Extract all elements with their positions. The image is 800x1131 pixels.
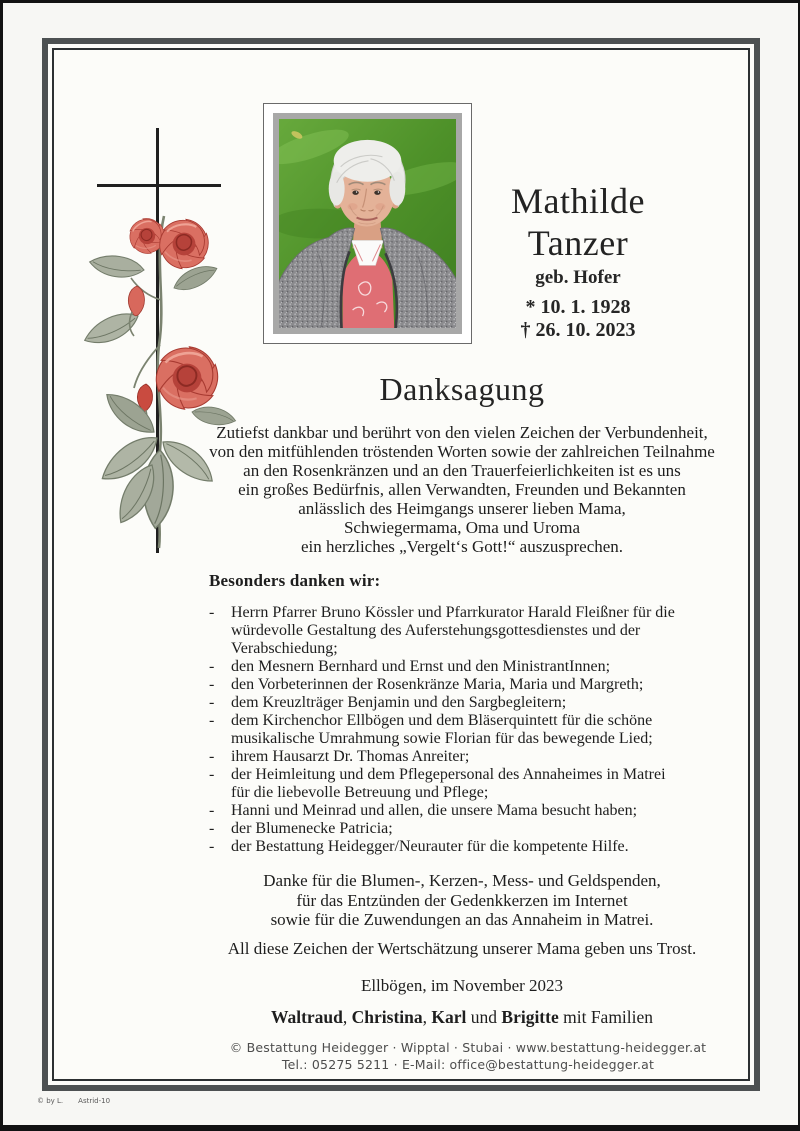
thanks-item: - Hanni und Meinrad und allen, die unsere Mama besucht haben;: [209, 802, 638, 819]
print-marks: [37, 1097, 110, 1105]
intro-line: Schwiegermama, Oma und Uroma: [343, 518, 581, 537]
funeral-home-footer: [170, 1039, 766, 1073]
thanks-item: - der Bestattung Heidegger/Neurauter für die kompetente Hilfe.: [209, 838, 629, 855]
donation-paragraph: Danke für die Blumen-, Kerzen-, Mess- und Geldspenden, für das Entzünden der Gedenkkerzen im Internet sowie für die Zuwendungen an das Annaheim in Matrei.: [263, 871, 661, 929]
family-name: Waltraud: [270, 1006, 343, 1027]
scan-edge-bottom: [0, 1125, 800, 1131]
thanks-item: - dem Kirchenchor Ellbögen und dem Bläserquintett für die schöne musikalische Umrahmung sowie Florian für das bewegende Lied;: [209, 712, 653, 747]
dash-bullet: -: [209, 820, 215, 837]
thanks-item: - der Heimleitung und dem Pflegepersonal des Annaheimes in Matrei für die liebevolle Betreuung und Pflege;: [209, 766, 666, 801]
dash-bullet: -: [209, 694, 215, 711]
thanks-item: - Herrn Pfarrer Bruno Kössler und Pfarrkurator Harald Fleißner für die würdevolle Gestaltung des Auferstehungsgottesdienstes und der Verabschiedung;: [209, 604, 675, 657]
intro-line: ein großes Bedürfnis, allen Verwandten, Freunden und Bekannten: [238, 480, 686, 499]
portrait-illustration: [279, 119, 456, 328]
dash-bullet: -: [209, 748, 215, 765]
thanks-item: - den Mesnern Bernhard und Ernst und den MinistrantInnen;: [209, 658, 611, 675]
family-signature: Waltraud, Christina, Karl und Brigitte mit Familien: [270, 1006, 654, 1027]
dash-bullet: -: [209, 712, 215, 729]
birth-date: * 10. 1. 1928: [525, 296, 631, 318]
print-code: Astrid-10: [78, 1097, 111, 1105]
portrait-photo: [273, 113, 462, 334]
intro-line: an den Rosenkränzen und an den Trauerfeierlichkeiten ist es uns: [243, 461, 681, 480]
dash-bullet: -: [209, 676, 215, 693]
rose-bud-mid: [128, 286, 144, 336]
footer-line2: Tel.: 05275 5211 · E-Mail: office@bestattung-heidegger.at: [281, 1057, 655, 1072]
scan-edge-left: [0, 0, 3, 1131]
dash-bullet: -: [209, 838, 215, 855]
trost-line: All diese Zeichen der Wertschätzung unserer Mama geben uns Trost.: [227, 938, 697, 958]
intro-line: ein herzliches „Vergelt‘s Gott!“ auszusprechen.: [300, 537, 624, 556]
death-date: † 26. 10. 2023: [520, 319, 636, 341]
deceased-last-name: Tanzer: [527, 223, 629, 263]
deceased-name-block: [438, 180, 718, 342]
intro-line: von den mitfühlenden tröstenden Worten sowie der zahlreichen Teilnahme: [209, 442, 715, 461]
intro-paragraph: [172, 423, 752, 556]
place-date: Ellbögen, im November 2023: [360, 975, 564, 995]
thanks-item: - den Vorbeterinnen der Rosenkränze Maria, Maria und Margreth;: [209, 676, 644, 693]
thanks-item: - dem Kreuzlträger Benjamin und den Sargbegleitern;: [209, 694, 567, 711]
intro-line: Zutiefst dankbar und berührt von den vielen Zeichen der Verbundenheit,: [216, 423, 708, 442]
footer-line1: © Bestattung Heidegger · Wipptal · Stubai · www.bestattung-heidegger.at: [229, 1040, 707, 1055]
thanks-item: - der Blumenecke Patricia;: [209, 820, 393, 837]
thanks-item: - ihrem Hausarzt Dr. Thomas Anreiter;: [209, 748, 470, 765]
dash-bullet: -: [209, 658, 215, 675]
dash-bullet: -: [209, 604, 215, 621]
thanks-heading: Besonders danken wir:: [209, 571, 381, 590]
print-copyright: © by L.: [37, 1097, 64, 1105]
main-text-column: [172, 371, 752, 1028]
family-name: Karl: [431, 1006, 467, 1027]
dash-bullet: -: [209, 766, 215, 783]
dash-bullet: -: [209, 802, 215, 819]
intro-line: anlässlich des Heimgangs unserer lieben Mama,: [298, 499, 626, 518]
family-name: Christina: [351, 1006, 423, 1027]
maiden-name: geb. Hofer: [535, 267, 621, 288]
thanks-list: [172, 604, 752, 856]
page-title: Danksagung: [379, 371, 545, 407]
family-name: Brigitte: [501, 1006, 559, 1027]
deceased-first-name: Mathilde: [511, 181, 645, 221]
scan-edge-top: [0, 0, 800, 3]
